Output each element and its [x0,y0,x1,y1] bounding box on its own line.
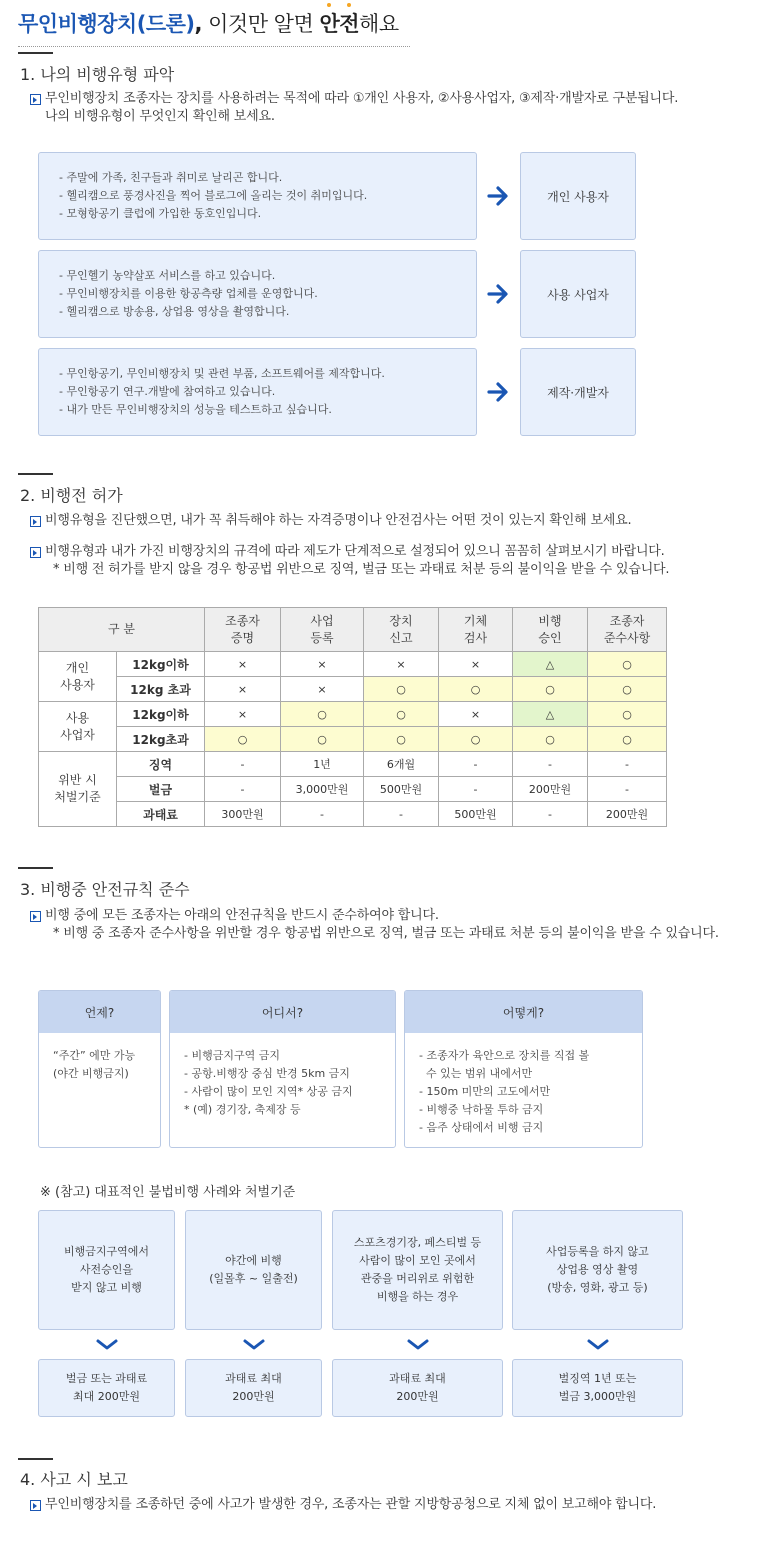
table-cell: 3,000만원 [281,777,364,802]
safety-rule-line: - 비행중 낙하물 투하 금지 [419,1103,544,1116]
safety-rule-header: 언제? [39,991,160,1033]
safety-rule-line: - 음주 상태에서 비행 금지 [419,1121,544,1134]
description-line: - 무인항공기, 무인비행장치 및 관련 부품, 소프트웨어를 제작합니다. [59,367,385,380]
description-line: - 헬리캠으로 방송용, 상업용 영상을 촬영합니다. [59,305,290,318]
table-cell: × [205,677,281,702]
column-header-line: 비행 [538,613,562,628]
row-sub-label: 12kg 초과 [117,677,205,702]
column-header-line: 장치 [389,613,413,628]
section2-bullet1 [30,512,772,530]
illegal-case-line: 비행을 하는 경우 [376,1290,459,1303]
arrow-right-icon [486,282,510,306]
description-line: - 내가 만든 무인비행장치의 성능을 테스트하고 싶습니다. [59,403,332,416]
description-line: - 무인헬기 농약살포 서비스를 하고 있습니다. [59,269,276,282]
table-row [39,752,667,777]
description-line: - 무인항공기 연구.개발에 참여하고 있습니다. [59,385,276,398]
illegal-case-text [354,1234,481,1306]
table-cell: 200만원 [513,777,588,802]
illegal-case-line: 상업용 영상 촬영 [556,1263,639,1276]
section2-bullet2 [30,543,772,579]
table-cell: 1년 [281,752,364,777]
column-header [281,608,364,652]
table-cell: × [439,702,513,727]
penalty-box [185,1359,322,1417]
table-cell: - [588,777,667,802]
safety-rule-line: - 비행금지구역 금지 [184,1049,280,1062]
illegal-case-box [332,1210,503,1330]
table-cell: ○ [588,727,667,752]
description-line: - 헬리캠으로 풍경사진을 찍어 블로그에 올리는 것이 취미입니다. [59,189,368,202]
illegal-case-line: 스포츠경기장, 페스티벌 등 [353,1236,482,1249]
table-cell: ○ [439,727,513,752]
column-header-line: 조종자 [225,613,260,628]
penalty-text [389,1370,446,1406]
table-cell: 200만원 [588,802,667,827]
table-cell: × [205,652,281,677]
flight-type-label: 개인 사용자 [520,152,636,240]
table-row [39,802,667,827]
bullet-box-icon [30,911,41,922]
table-cell: ○ [439,677,513,702]
illegal-case-line: (방송, 영화, 광고 등) [547,1281,648,1294]
table-row [39,727,667,752]
table-cell: × [281,652,364,677]
illegal-case-line: 사전승인을 [79,1263,134,1276]
title-part3: 해요 [359,12,399,36]
table-cell: ○ [281,702,364,727]
table-header-row [39,608,667,652]
penalty-line: 벌징역 1년 또는 [558,1372,637,1385]
section4-heading: 4. 사고 시 보고 [20,1470,128,1489]
row-sub-label: 징역 [117,752,205,777]
section2-bar [18,473,53,475]
penalty-line: 최대 200만원 [73,1390,140,1403]
table-cell: - [513,752,588,777]
column-header [588,608,667,652]
table-cell: ○ [364,702,439,727]
safety-rule-body [39,1033,160,1083]
flight-type-description [38,152,477,240]
section3-bullet1 [30,907,772,943]
chevron-down-icon [96,1339,118,1351]
flight-type-label: 제작·개발자 [520,348,636,436]
row-sub-label: 12kg이하 [117,702,205,727]
column-header-line: 준수사항 [603,630,651,645]
section1-intro-line2: 나의 비행유형이 무엇인지 확인해 보세요. [45,109,275,124]
column-header-line: 사업 [310,613,334,628]
title-comma: , [194,12,202,36]
table-cell: - [513,802,588,827]
penalty-line: 과태료 최대 [389,1372,446,1385]
safety-rule-header: 어떻게? [405,991,642,1033]
section2-bullet2-note: * 비행 전 허가를 받지 않을 경우 항공법 위반으로 징역, 벌금 또는 과태료 처분 등의 불이익을 받을 수 있습니다. [53,562,670,577]
safety-rule-line: * (예) 경기장, 축제장 등 [184,1103,301,1116]
row-sub-label: 12kg초과 [117,727,205,752]
table-cell: 6개월 [364,752,439,777]
table-cell: ○ [364,727,439,752]
column-header [364,608,439,652]
table-cell: - [588,752,667,777]
bullet-box-icon [30,547,41,558]
page-title [18,8,399,38]
section3-bullet1-note: * 비행 중 조종자 준수사항을 위반할 경우 항공법 위반으로 징역, 벌금 또는 과태료 처분 등의 불이익을 받을 수 있습니다. [53,926,719,941]
safety-rule-line: - 사람이 많이 모인 지역* 상공 금지 [184,1085,353,1098]
illegal-cases-title: ※ (참고) 대표적인 불법비행 사례와 처벌기준 [40,1185,296,1200]
row-group-line: 사용자 [60,677,95,692]
penalty-box [38,1359,175,1417]
bullet-box-icon [30,94,41,105]
table-cell: ○ [588,677,667,702]
section4-bar [18,1458,53,1460]
safety-rule-box [169,990,396,1148]
penalty-text [559,1370,637,1406]
table-cell: - [205,752,281,777]
penalty-line: 200만원 [396,1390,439,1403]
table-cell: ○ [513,677,588,702]
table-cell: ○ [281,727,364,752]
chevron-down-icon [407,1339,429,1351]
table-corner-header: 구 분 [39,608,205,652]
section3-bar [18,867,53,869]
title-divider [18,46,410,47]
safety-rule-header: 어디서? [170,991,395,1033]
illegal-case-text [64,1243,149,1297]
illegal-case-line: 사업등록을 하지 않고 [546,1245,649,1258]
column-header-line: 조종자 [609,613,645,628]
table-cell: - [439,777,513,802]
row-sub-label: 과태료 [117,802,205,827]
flight-type-description [38,250,477,338]
illegal-case-box [185,1210,322,1330]
table-cell: ○ [588,652,667,677]
table-cell: - [205,777,281,802]
illegal-case-text [209,1252,298,1288]
table-cell: × [439,652,513,677]
permit-table [38,607,667,827]
illegal-case-text [546,1243,649,1297]
arrow-right-icon [486,184,510,208]
illegal-case-line: 비행금지구역에서 [63,1245,149,1258]
bullet-box-icon [30,1500,41,1511]
column-header-line: 증명 [230,630,255,645]
flight-type-label: 사용 사업자 [520,250,636,338]
column-header [205,608,281,652]
table-row [39,652,667,677]
row-group-label [39,752,117,827]
penalty-box [332,1359,503,1417]
table-row [39,677,667,702]
table-row [39,777,667,802]
section3-bullet1-text: 비행 중에 모든 조종자는 아래의 안전규칙을 반드시 준수하여야 합니다. [45,908,439,923]
table-cell: × [281,677,364,702]
row-group-line: 사용 [65,710,90,725]
safety-rule-line: (야간 비행금지) [53,1067,129,1080]
column-header-line: 등록 [310,630,334,645]
description-line: - 무인비행장치를 이용한 항공측량 업체를 운영합니다. [59,287,318,300]
section1-intro [30,90,772,126]
table-cell: ○ [205,727,281,752]
table-cell: ○ [513,727,588,752]
penalty-line: 벌금 또는 과태료 [65,1372,148,1385]
illegal-case-line: 관중을 머리위로 위험한 [360,1272,475,1285]
section2-bullet1-text: 비행유형을 진단했으면, 내가 꼭 취득해야 하는 자격증명이나 안전검사는 어떤 것이 있는지 확인해 보세요. [45,513,632,528]
chevron-down-icon [243,1339,265,1351]
description-line: - 모형항공기 클럽에 가입한 동호인입니다. [59,207,262,220]
title-part2: 이것만 알면 [201,12,320,36]
title-emph1: 안 [319,8,339,38]
row-sub-label: 12kg이하 [117,652,205,677]
illegal-case-box [38,1210,175,1330]
arrow-right-icon [486,380,510,404]
safety-rule-box [404,990,643,1148]
row-group-line: 개인 [65,660,90,675]
title-emph2: 전 [339,8,359,38]
column-header-line: 기체 [463,613,488,628]
chevron-down-icon [587,1339,609,1351]
table-cell: 500만원 [439,802,513,827]
table-cell: × [364,652,439,677]
section2-heading: 2. 비행전 허가 [20,486,123,505]
section3-heading: 3. 비행중 안전규칙 준수 [20,880,190,899]
column-header [513,608,588,652]
illegal-case-line: (일몰후 ~ 일출전) [209,1272,298,1285]
table-cell: △ [513,702,588,727]
safety-rule-body [170,1033,395,1119]
illegal-case-line: 받지 않고 비행 [71,1281,142,1294]
table-cell: ○ [364,677,439,702]
safety-rule-box [38,990,161,1148]
table-cell: 300만원 [205,802,281,827]
column-header [439,608,513,652]
row-group-line: 위반 시 [58,773,97,787]
penalty-text [225,1370,282,1406]
table-cell: × [205,702,281,727]
table-cell: - [281,802,364,827]
table-cell: ○ [588,702,667,727]
table-cell: - [364,802,439,827]
row-group-label [39,702,117,752]
table-cell: 500만원 [364,777,439,802]
section1-bar [18,52,53,54]
section2-bullet2-text: 비행유형과 내가 가진 비행장치의 규격에 따라 제도가 단계적으로 설정되어 있으니 꼼꼼히 살펴보시기 바랍니다. [45,544,665,559]
row-group-label [39,652,117,702]
penalty-line: 과태료 최대 [225,1372,282,1385]
penalty-line: 벌금 3,000만원 [558,1390,637,1403]
row-sub-label: 벌금 [117,777,205,802]
row-group-line: 처벌기준 [54,790,101,804]
column-header-line: 검사 [463,630,488,645]
penalty-line: 200만원 [232,1390,275,1403]
penalty-box [512,1359,683,1417]
section4-bullet1-text: 무인비행장치를 조종하던 중에 사고가 발생한 경우, 조종자는 관할 지방항공청으로 지체 없이 보고해야 합니다. [45,1497,657,1512]
illegal-case-line: 사람이 많이 모인 곳에서 [359,1254,476,1267]
title-part1: 무인비행장치(드론) [18,12,195,36]
illegal-case-box [512,1210,683,1330]
safety-rule-line: “주간” 에만 가능 [53,1049,136,1062]
description-line: - 주말에 가족, 친구들과 취미로 날리곤 합니다. [59,171,283,184]
section1-intro-line1: 무인비행장치 조종자는 장치를 사용하려는 목적에 따라 ①개인 사용자, ②사용사업자, ③제작·개발자로 구분됩니다. [45,91,679,106]
flight-type-description [38,348,477,436]
row-group-line: 사업자 [60,727,95,742]
section4-bullet1 [30,1496,772,1514]
table-row [39,702,667,727]
column-header-line: 신고 [389,630,413,645]
safety-rule-line: - 조종자가 육안으로 장치를 직접 볼 [419,1049,590,1062]
safety-rule-line: - 공항.비행장 중심 반경 5km 금지 [184,1067,350,1080]
illegal-case-line: 야간에 비행 [225,1254,282,1267]
safety-rule-line: 수 있는 범위 내에서만 [419,1067,533,1080]
section1-heading: 1. 나의 비행유형 파악 [20,65,175,84]
column-header-line: 승인 [538,630,562,645]
penalty-text [66,1370,147,1406]
table-cell: - [439,752,513,777]
bullet-box-icon [30,516,41,527]
table-cell: △ [513,652,588,677]
safety-rule-body [405,1033,642,1137]
safety-rule-line: - 150m 미만의 고도에서만 [419,1085,551,1098]
